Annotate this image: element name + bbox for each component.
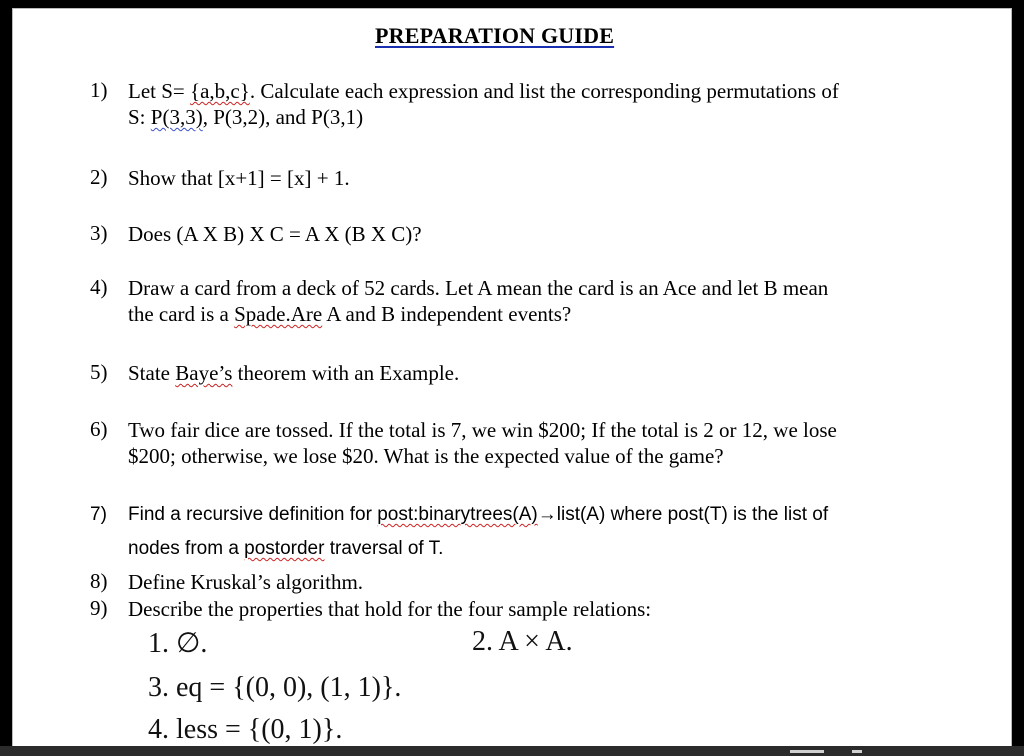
relation-2: 2. A × A. <box>472 626 573 657</box>
question-number: 3) <box>90 221 108 245</box>
question-text: Define Kruskal’s algorithm. <box>128 570 364 594</box>
question-text: Let S= {a,b,c}. Calculate each expression and list the corresponding permutations of S: P(3,3), P(3,2), and P(3,1) <box>128 79 839 129</box>
question-number: 4) <box>90 275 108 299</box>
page-title: PREPARATION GUIDE <box>375 23 615 48</box>
question-text: Show that [x+1] = [x] + 1. <box>128 166 350 190</box>
relations-image <box>126 622 618 748</box>
question-text: State Baye’s theorem with an Example. <box>128 361 460 385</box>
question-text: Find a recursive definition for post:binarytrees(A)→list(A) where post(T) is the list of nodes from a postorder traversal of T. <box>128 504 829 559</box>
question-number: 1) <box>90 78 108 102</box>
scrollbar-marker <box>852 750 862 753</box>
question-text: Describe the properties that hold for the four sample relations: <box>128 597 652 621</box>
relation-4: 4. less = {(0, 1)}. <box>148 714 343 745</box>
relation-1: 1. ∅. <box>148 628 208 659</box>
question-number: 2) <box>90 165 108 189</box>
question-number: 6) <box>90 417 108 441</box>
question-text: Does (A X B) X C = A X (B X C)? <box>128 222 422 246</box>
scrollbar-thumb[interactable] <box>790 750 824 753</box>
question-text: Draw a card from a deck of 52 cards. Let A mean the card is an Ace and let B mean the card is a Spade.Are A and B independent events? <box>128 276 829 326</box>
question-number: 5) <box>90 360 108 384</box>
question-text: Two fair dice are tossed. If the total is 7, we win $200; If the total is 2 or 12, we lose $200; otherwise, we lose $20. What is the expected value of the game? <box>128 418 837 468</box>
relation-3: 3. eq = {(0, 0), (1, 1)}. <box>148 672 402 703</box>
document-page <box>12 8 1012 748</box>
scrollbar-track[interactable] <box>0 746 1024 756</box>
question-number: 9) <box>90 596 108 620</box>
question-number: 7) <box>90 504 107 525</box>
question-number: 8) <box>90 569 108 593</box>
